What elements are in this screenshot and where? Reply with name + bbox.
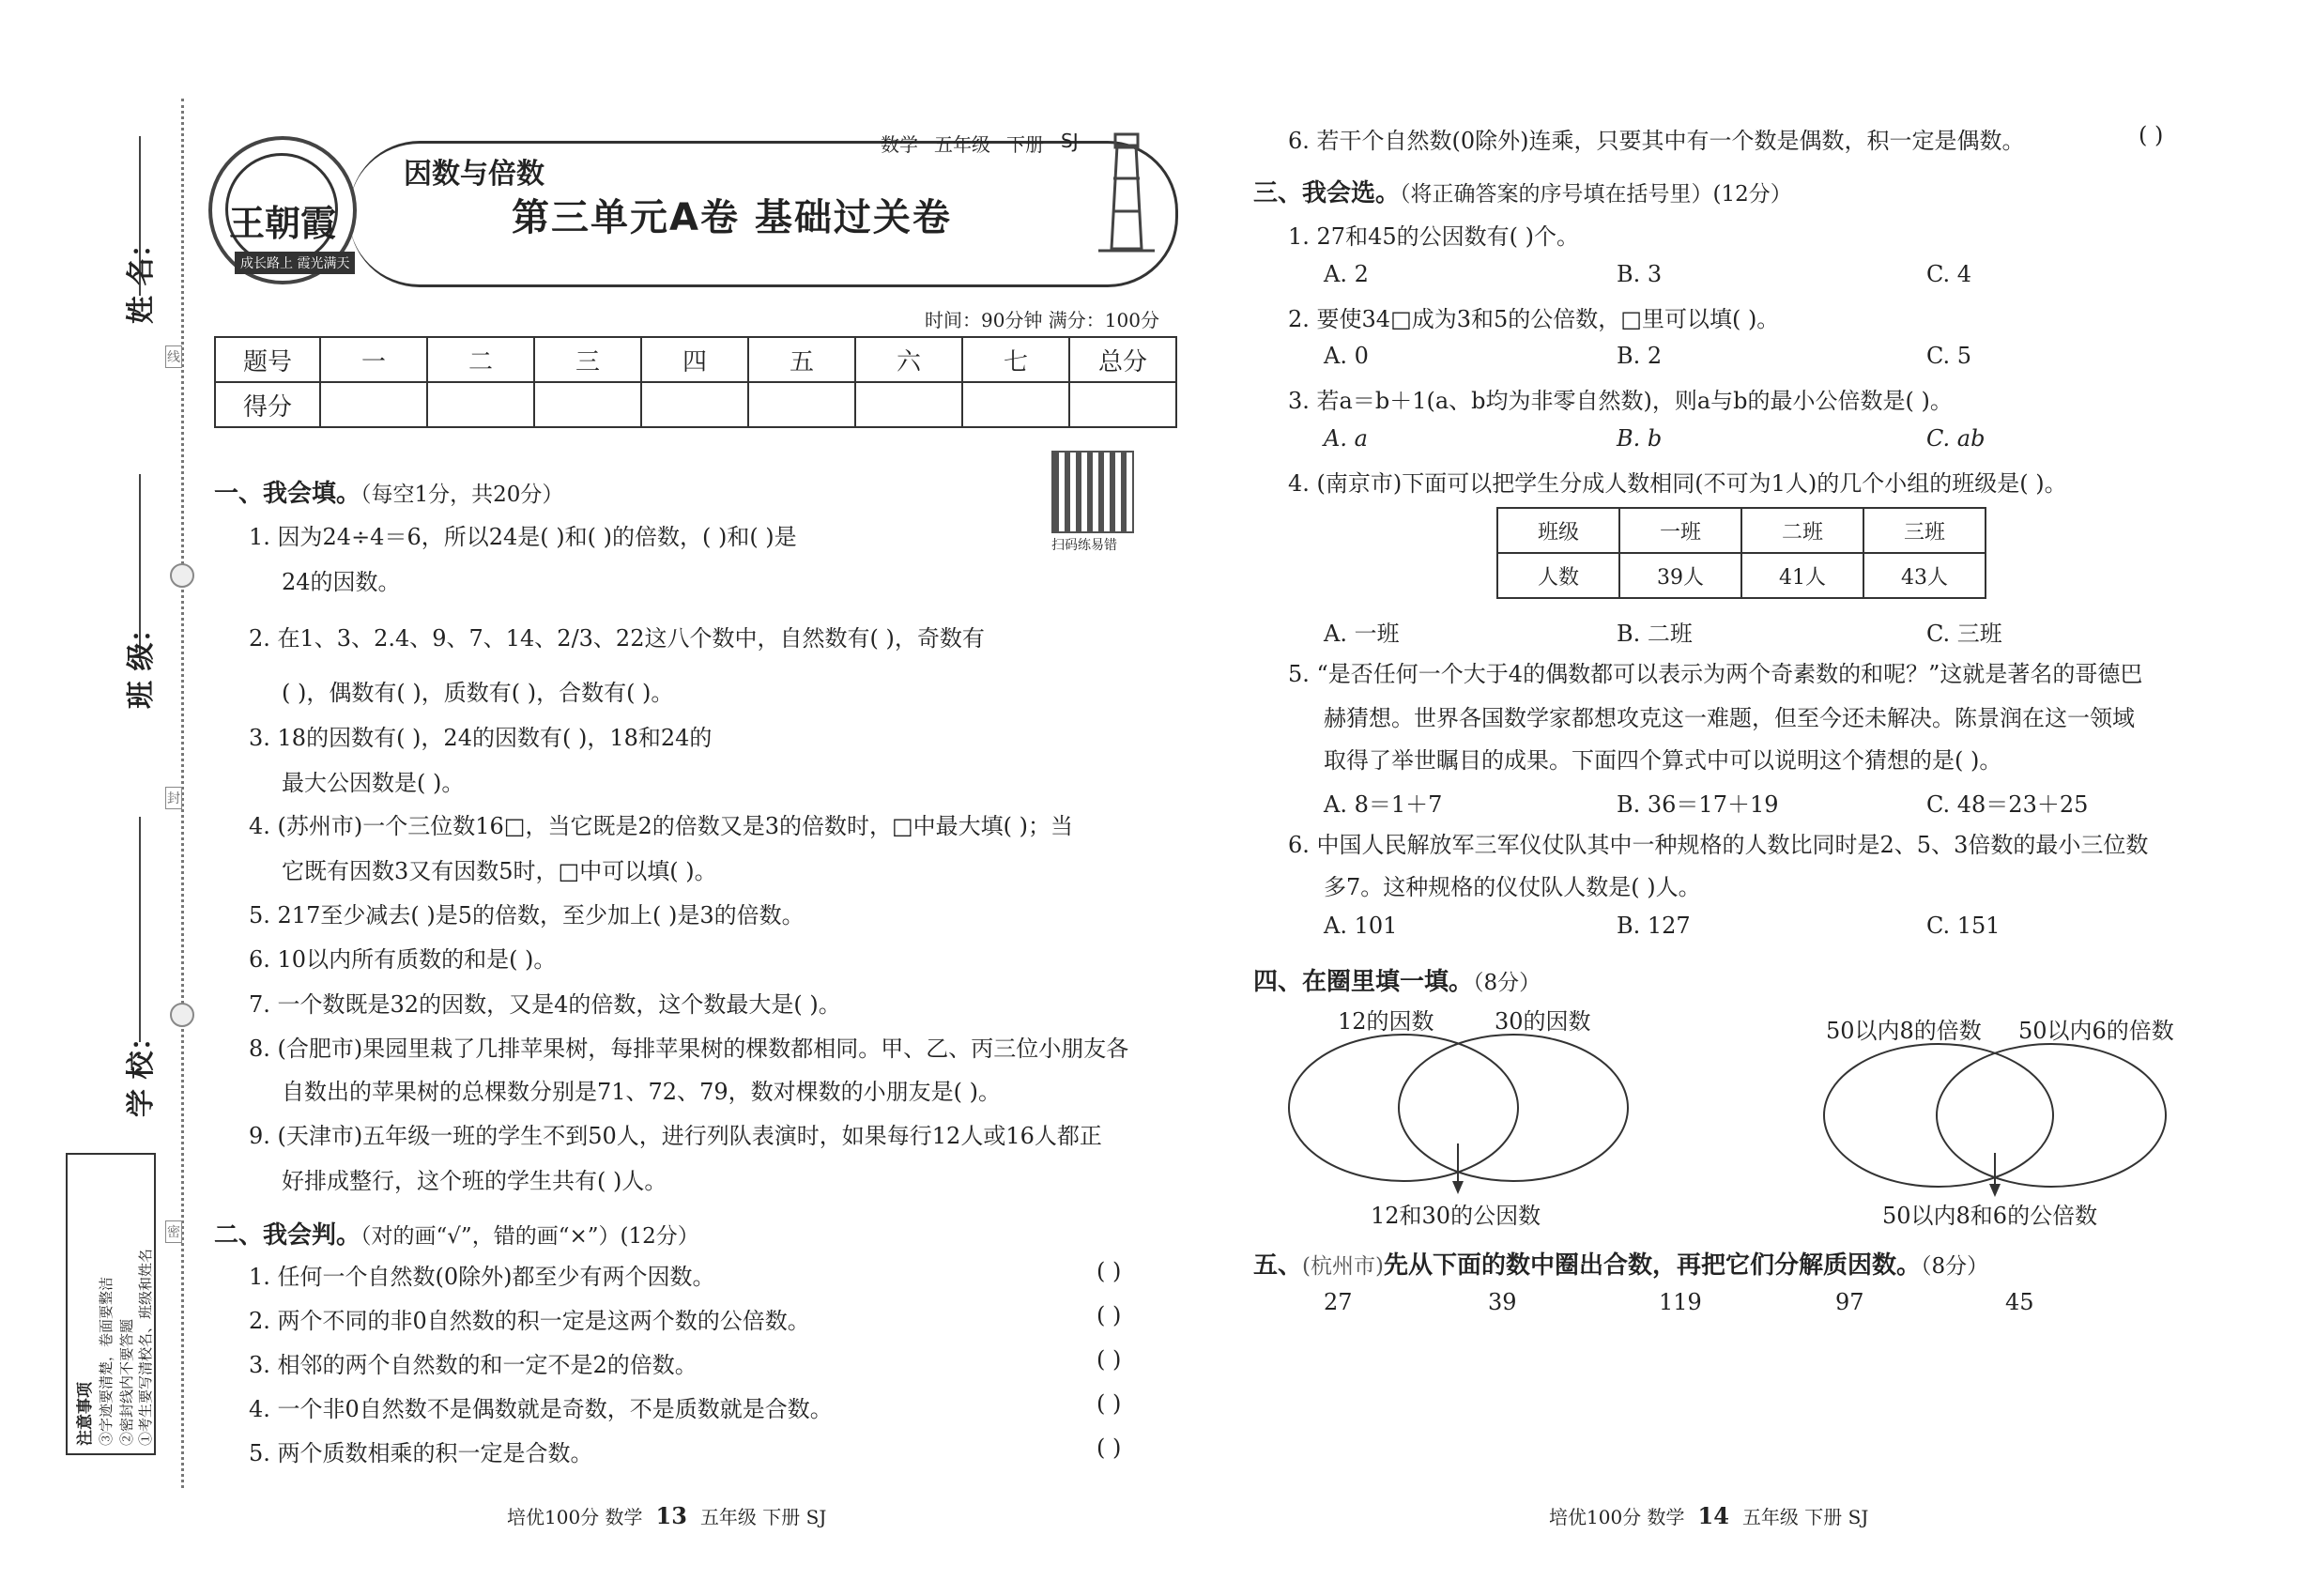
q3-5-opt-c[interactable]: C. 48＝23＋25 (1926, 791, 2089, 818)
section-5-city: (杭州市) (1302, 1254, 1384, 1279)
score-input-cell[interactable] (962, 382, 1069, 427)
q3-5-line-a: 5. “是否任何一个大于4的偶数都可以表示为两个奇素数的和呢？”这就是著名的哥德巴 (1288, 661, 2143, 687)
footer-left-pre: 培优100分 数学 (507, 1506, 643, 1528)
footer-right (1549, 1502, 1868, 1529)
q1-8-line-a: 8. (合肥市)果园里栽了几排苹果树，每排苹果树的棵数都相同。甲、乙、丙三位小朋友各 (249, 1036, 1129, 1062)
q3-3-opt-b[interactable]: B. b (1617, 425, 1663, 452)
footer-left (507, 1502, 826, 1529)
class-label: 班 级： (125, 614, 158, 709)
meta-volume: 下册 (1006, 133, 1044, 156)
q3-6-opt-c[interactable]: C. 151 (1926, 913, 2001, 939)
score-row-label: 得分 (215, 382, 320, 427)
seal-mark-xian: 线 (165, 345, 182, 368)
q2-3: 3. 相邻的两个自然数的和一定不是2的倍数。 (249, 1352, 698, 1378)
score-table (214, 336, 1177, 428)
answer-paren[interactable]: ( ) (1096, 1390, 1122, 1417)
q3-2: 2. 要使34□成为3和5的公倍数，□里可以填( )。 (1288, 306, 1780, 332)
class-cell: 三班 (1863, 508, 1986, 553)
score-input-row (215, 382, 1176, 427)
score-cell: 二 (427, 337, 534, 382)
section-5-note: （8分） (1920, 1254, 1989, 1279)
score-input-cell[interactable] (855, 382, 962, 427)
score-cell: 四 (641, 337, 748, 382)
q3-4: 4. (南京市)下面可以把学生分成人数相同(不可为1人)的几个小组的班级是( )。 (1288, 470, 2067, 497)
meta-edition: SJ (1061, 130, 1079, 152)
q1-4-line-b: 它既有因数3又有因数5时，□中可以填( )。 (282, 858, 717, 884)
class-cell: 人数 (1497, 553, 1619, 598)
section-3-heading (1253, 174, 1792, 208)
score-cell: 三 (534, 337, 641, 382)
time-info: 时间：90分钟 满分：100分 (925, 309, 1159, 331)
q1-2-line-a: 2. 在1、3、2.4、9、7、14、2/3、22这八个数中，自然数有( )，奇数有 (249, 625, 985, 652)
page-number-right: 14 (1697, 1502, 1729, 1529)
notice-item-3: ③字迹要清楚，卷面要整洁 (98, 1276, 115, 1446)
class-cell: 班级 (1497, 508, 1619, 553)
q3-1-opt-b[interactable]: B. 3 (1617, 261, 1663, 287)
section-1-heading (214, 474, 563, 509)
venn-2-left-label: 50以内8的倍数 (1826, 1018, 1982, 1044)
q3-4-opt-c[interactable]: C. 三班 (1926, 621, 2002, 647)
venn-2-bottom-label: 50以内8和6的公倍数 (1882, 1203, 2098, 1229)
section-3-note: （将正确答案的序号填在括号里）(12分） (1400, 182, 1792, 207)
score-input-cell[interactable] (320, 382, 427, 427)
score-input-cell[interactable] (748, 382, 855, 427)
q3-2-opt-b[interactable]: B. 2 (1617, 343, 1663, 369)
q3-6-opt-b[interactable]: B. 127 (1617, 913, 1691, 939)
q3-6-line-a: 6. 中国人民解放军三军仪仗队其中一种规格的人数比同时是2、5、3倍数的最小三位数 (1288, 832, 2149, 858)
venn-2-right-label: 50以内6的倍数 (2018, 1018, 2174, 1044)
score-cell: 六 (855, 337, 962, 382)
q1-5: 5. 217至少减去( )是5的倍数，至少加上( )是3的倍数。 (249, 902, 805, 928)
score-header-row (215, 337, 1176, 382)
logo-text: 王朝霞 (229, 202, 337, 244)
seal-mark-feng: 封 (165, 787, 182, 809)
score-input-cell[interactable] (534, 382, 641, 427)
q1-1-line-a: 1. 因为24÷4＝6，所以24是( )和( )的倍数，( )和( )是 (249, 524, 797, 550)
school-label: 学 校： (125, 1022, 158, 1117)
notice-box (66, 1153, 156, 1455)
section-4-heading (1253, 962, 1541, 997)
q2-1: 1. 任何一个自然数(0除外)都至少有两个因数。 (249, 1264, 715, 1290)
q1-2-line-b: ( )，偶数有( )，质数有( )，合数有( )。 (282, 680, 674, 706)
section-4-note: （8分） (1473, 971, 1541, 995)
q2-4: 4. 一个非0自然数不是偶数就是奇数，不是质数就是合数。 (249, 1396, 833, 1422)
notice-item-1: ①考生要写清校名、班级和姓名 (137, 1248, 154, 1446)
q3-5-opt-b[interactable]: B. 36＝17＋19 (1617, 791, 1779, 818)
q3-6-opt-a[interactable]: A. 101 (1324, 913, 1398, 939)
notice-item-2: ②密封线内不要答题 (118, 1318, 135, 1446)
q3-1-opt-a[interactable]: A. 2 (1324, 261, 1369, 287)
q3-3-opt-c[interactable]: C. ab (1926, 425, 1986, 452)
q3-3-opt-a[interactable]: A. a (1324, 425, 1368, 452)
class-cell: 一班 (1619, 508, 1741, 553)
meta-subject: 数学 (881, 133, 918, 156)
qr-caption: 扫码练易错 (1051, 538, 1117, 553)
paper-title: 第三单元A卷 基础过关卷 (512, 196, 952, 239)
score-cell: 七 (962, 337, 1069, 382)
q3-4-opt-b[interactable]: B. 二班 (1617, 621, 1693, 647)
section-1-title: 一、我会填。 (214, 480, 361, 508)
section-2-heading (214, 1216, 699, 1251)
q3-5-line-b: 赫猜想。世界各国数学家都想攻克这一难题，但至今还未解决。陈景润在这一领域 (1324, 705, 2135, 731)
score-cell: 总分 (1069, 337, 1176, 382)
binding-hole (170, 563, 194, 588)
answer-paren[interactable]: ( ) (1096, 1258, 1122, 1284)
score-input-cell[interactable] (1069, 382, 1176, 427)
q3-2-opt-a[interactable]: A. 0 (1324, 343, 1369, 369)
section-1-note: （每空1分，共20分） (360, 483, 564, 507)
composite-candidate[interactable]: 45 (2005, 1289, 2034, 1315)
section-5-title: 先从下面的数中圈出合数，再把它们分解质因数。 (1383, 1251, 1921, 1280)
score-cell: 五 (748, 337, 855, 382)
venn-1-left-label: 12的因数 (1338, 1008, 1434, 1035)
binding-hole (170, 1003, 194, 1027)
class-cell: 二班 (1741, 508, 1863, 553)
score-cell: 一 (320, 337, 427, 382)
unit-title: 因数与倍数 (404, 158, 544, 191)
venn-1-right-label: 30的因数 (1495, 1008, 1591, 1035)
q3-2-opt-c[interactable]: C. 5 (1926, 343, 1972, 369)
score-input-cell[interactable] (641, 382, 748, 427)
score-cell: 题号 (215, 337, 320, 382)
logo-slogan: 成长路上 霞光满天 (235, 252, 355, 274)
class-cell: 39人 (1619, 553, 1741, 598)
section-5-heading (1253, 1246, 1988, 1281)
answer-paren[interactable]: ( ) (1096, 1435, 1122, 1461)
q1-7: 7. 一个数既是32的因数，又是4的倍数，这个数最大是( )。 (249, 991, 841, 1018)
venn-1-bottom-label: 12和30的公因数 (1371, 1203, 1541, 1229)
section-3-title: 三、我会选。 (1253, 179, 1401, 207)
meta-grade: 五年级 (934, 133, 990, 156)
composite-candidate[interactable]: 97 (1835, 1289, 1864, 1315)
q3-6-line-b: 多7。这种规格的仪仗队人数是( )人。 (1324, 874, 1701, 900)
score-input-cell[interactable] (427, 382, 534, 427)
q1-9-line-b: 好排成整行，这个班的学生共有( )人。 (282, 1168, 667, 1194)
name-label: 姓 名： (125, 229, 158, 324)
q1-3-line-a: 3. 18的因数有( )，24的因数有( )，18和24的 (249, 725, 713, 751)
q3-4-opt-a[interactable]: A. 一班 (1324, 621, 1400, 647)
answer-paren[interactable]: ( ) (2139, 122, 2164, 148)
class-size-table (1496, 507, 1986, 599)
lighthouse-icon (1080, 127, 1173, 258)
seal-mark-mi: 密 (165, 1220, 182, 1243)
footer-right-post: 五年级 下册 SJ (1741, 1506, 1869, 1528)
notice-title: 注意事项 (76, 1382, 95, 1446)
class-cell: 43人 (1863, 553, 1986, 598)
school-underline (139, 817, 141, 1042)
venn-diagram-2[interactable] (1821, 1042, 2187, 1211)
footer-left-post: 五年级 下册 SJ (699, 1506, 827, 1528)
q3-3: 3. 若a＝b＋1(a、b均为非零自然数)，则a与b的最小公倍数是( )。 (1288, 388, 1953, 414)
q3-5-opt-a[interactable]: A. 8＝1＋7 (1324, 791, 1443, 818)
q2-2: 2. 两个不同的非0自然数的积一定是这两个数的公倍数。 (249, 1308, 810, 1334)
q1-6: 6. 10以内所有质数的和是( )。 (249, 946, 557, 973)
qr-code[interactable] (1051, 451, 1134, 533)
section-2-note: （对的画“√”，错的画“×”）(12分） (360, 1224, 699, 1249)
section-5-prefix: 五、 (1253, 1251, 1303, 1280)
page-number-left: 13 (655, 1502, 687, 1529)
q3-1: 1. 27和45的公因数有( )个。 (1288, 223, 1579, 250)
venn-diagram-1[interactable] (1286, 1033, 1643, 1202)
class-table-row (1497, 553, 1986, 598)
class-table-header (1497, 508, 1986, 553)
footer-right-pre: 培优100分 数学 (1549, 1506, 1685, 1528)
q1-8-line-b: 自数出的苹果树的总棵数分别是71、72、79，数对棵数的小朋友是( )。 (282, 1079, 1001, 1105)
q1-4-line-a: 4. (苏州市)一个三位数16□，当它既是2的倍数又是3的倍数时，□中最大填( )；当 (249, 813, 1074, 839)
composite-candidate[interactable]: 27 (1324, 1289, 1353, 1315)
section-4-title: 四、在圈里填一填。 (1253, 968, 1474, 996)
q2-6: 6. 若干个自然数(0除外)连乘，只要其中有一个数是偶数，积一定是偶数。 (1288, 128, 2025, 154)
q3-5-line-c: 取得了举世瞩目的成果。下面四个算式中可以说明这个猜想的是( )。 (1324, 747, 2002, 774)
q1-9-line-a: 9. (天津市)五年级一班的学生不到50人，进行列队表演时，如果每行12人或16人都正 (249, 1123, 1102, 1149)
q3-1-opt-c[interactable]: C. 4 (1926, 261, 1972, 287)
composite-candidate[interactable]: 119 (1659, 1289, 1702, 1315)
answer-paren[interactable]: ( ) (1096, 1346, 1122, 1373)
q2-5: 5. 两个质数相乘的积一定是合数。 (249, 1440, 593, 1466)
composite-candidate[interactable]: 39 (1488, 1289, 1517, 1315)
class-cell: 41人 (1741, 553, 1863, 598)
q1-1-line-b: 24的因数。 (282, 569, 401, 595)
q1-3-line-b: 最大公因数是( )。 (282, 770, 465, 796)
section-2-title: 二、我会判。 (214, 1221, 361, 1250)
answer-paren[interactable]: ( ) (1096, 1302, 1122, 1328)
